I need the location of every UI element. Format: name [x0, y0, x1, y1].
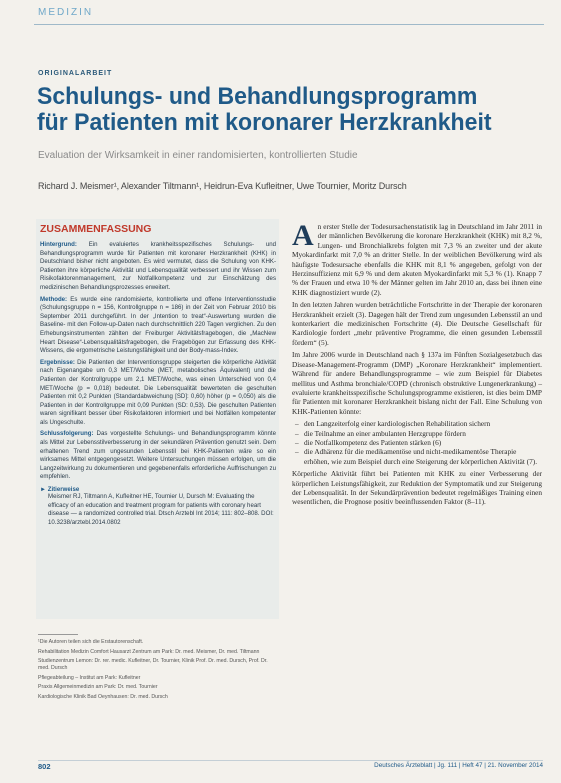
method-text: Es wurde eine randomisierte, kontrollierte und offene Interventionsstudie (Schulungsgruppe n = 156, Kontrollgruppe n = 186) in der Zeit von Februar 2010 bis September 2011 durchgeführt. In der „Intention to treat“-Auswertung wurden die Baseline- mit den Follow-up-Daten nach durchschnittlich 220 Tagen verglichen. Zu den Erhebungsinstrumenten zählten der Freiburger Aktivitätsfragebogen, die „MacNew Heart Disease“-Lebensqualitätsfragebogen, die Fragebögen zur Erfassung des KHK-Wissens, die ergometrische Leistungsfähigkeit und der Body-mass-Index.	[40, 295, 276, 355]
drop-cap: A	[292, 219, 314, 252]
article-type: ORIGINALARBEIT	[38, 70, 113, 77]
article-subtitle: Evaluation der Wirksamkeit in einer randomisierten, kontrollierten Studie	[38, 150, 358, 161]
footnote-rule	[38, 634, 78, 635]
summary-body	[40, 241, 276, 527]
footnotes	[38, 634, 278, 703]
benefit-list	[292, 419, 542, 466]
footnote: Praxis Allgemeinmedizin am Park: Dr. med. Tournier	[38, 684, 158, 690]
list-item: – die Notfallkompetenz des Patienten stärken (6)	[304, 438, 542, 447]
list-item: – die Teilnahme an einer ambulanten Herzgruppe fördern	[304, 429, 542, 438]
results-text: Die Patienten der Interventionsgruppe steigerten die körperliche Aktivität nach Eigenangabe um 0,3 MET/Woche (MET, metabolisches Äquivalent) und die Patienten der Kontrollgruppe um 2,1 MET/Woche, was einen Unterschied von 0,4 MET/Woche (p = 0,018) bedeutet. Die Lebensqualität bewerteten die geschulten Patienten mit 0,2 Punkten (Standardabweichung [SD]: 0,60) höher (p = 0,050) als die Patienten in der Kontrollgruppe mit 0,09 Punkten (SD: 0,53). Die geschulten Patienten waren signifikant besser über Risikofaktoren informiert und bei Notfällen kompetenter als Ungeschulte.	[40, 358, 276, 426]
body-paragraph-text: n erster Stelle der Todesursachenstatistik lag in Deutschland im Jahr 2011 in der männlichen Bevölkerung die koronare Herzkrankheit (KHK) mit 8,2 %, Lungen- und Bronchialkrebs folgten mit 7,3 % an zweiter und der akute Myokardinfarkt mit 7,0 % an dritter Stelle. In der weiblichen Bevölkerung wird als häufigste Todesursache ebenfalls die KHK mit 8,1 % angegeben, gefolgt von der Herzinsuffizienz mit 6,9 % und dem akuten Myokardinfarkt mit 5,3 % (1). Knapp 7 % der Frauen und etwa 10 % der Männer gelten im Jahr 2010 an, dass bei ihnen eine KHK diagnostiziert wurde (2).	[292, 222, 542, 297]
body-paragraph: Körperliche Aktivität führt bei Patienten mit KHK zu einer Verbesserung der körperlichen Leistungsfähigkeit, zur Reduktion der Symptomatik und zur Steigerung der Lebensqualität. In der Sekundärprävention bedeutet regelmäßiges Training einen wesentlichen, die Prognose positiv beeinflussenden Faktor (8–11).	[292, 469, 542, 507]
page-footer	[38, 760, 543, 774]
conclusion-label: Schlussfolgerung:	[40, 430, 94, 438]
list-item: – den Langzeiterfolg einer kardiologischen Rehabilitation sichern	[304, 419, 542, 428]
citation-label: ► Zitierweise	[40, 486, 80, 494]
footnote: Studienzentrum Lemon: Dr. rer. medic. Kufleitner, Dr. Tournier, Klinik Prof. Dr. med. Dursch, Prof. Dr. med. Dursch	[38, 658, 268, 671]
body-paragraph: Im Jahre 2006 wurde in Deutschland nach § 137a im Fünften Sozialgesetzbuch das Disease-Management-Programm (DMP) „Koronare Herzkrankheit“ implementiert. Während für andere Behandlungsprogramme – wie zum Beispiel für Diabetes mellitus und Asthma bronchiale/COPD (chronisch obstruktive Lungenerkrankung) – evaluierte krankheitsspezifische Schulungsprogramme existieren, ist dies beim DMP für Patienten mit koronarer Herzkrankheit bislang nicht der Fall. Eine Schulung von KHK-Patienten könnte:	[292, 350, 542, 416]
method-label: Methode:	[40, 295, 68, 303]
section-rule	[34, 24, 544, 25]
footnote: Kardiologische Klinik Bad Oeynhausen: Dr. med. Dursch	[38, 693, 168, 700]
background-label: Hintergrund:	[40, 241, 77, 248]
summary-conclusion	[40, 430, 276, 482]
title-line-2: für Patienten mit koronarer Herzkrankheit	[37, 109, 492, 136]
author-list: Richard J. Meismer¹, Alexander Tiltmann¹, Heidrun-Eva Kufleitner, Uwe Tournier, Moritz Dursch	[38, 181, 407, 191]
summary-background	[40, 241, 276, 293]
footnote: Pflegeabteilung – Institut am Park: Kufleitner	[38, 674, 141, 681]
results-label: Ergebnisse:	[40, 358, 75, 366]
list-item: – die Adhärenz für die medikamentöse und nicht-medikamentöse Therapie erhöhen, wie zum Beispiel durch eine Steigerung der körperlichen Aktivität (7).	[304, 447, 542, 466]
section-label: MEDIZIN	[38, 7, 94, 18]
background-text: Ein evaluiertes krankheitsspezifisches Schulungs- und Behandlungsprogramm wurde für Patienten mit koronarer Herzkrankheit (KHK) in Deutschland bisher nicht angeboten. Es wird vermutet, dass die Schulung von KHK-Patienten ihre körperliche Aktivität und Lebensqualität verbessert und ihr Wissen zum Risikofaktorenmanagement, zur Notfallkompetenz und zur Einschätzung des medizinischen Behandlungsprozesses erweitert.	[40, 241, 276, 291]
section-header	[0, 0, 561, 26]
body-paragraph: In den letzten Jahren wurden beträchtliche Fortschritte in der Therapie der koronaren Herzkrankheit erzielt (3). Dagegen hält der Trend zum ungesunden Lebensstil an und konterkariert die medizinischen Fortschritte (4). Die Deutsche Gesellschaft für Kardiologie fordert „mehr präventive Programme, die einen gesunden Lebensstil fördern“ (5).	[292, 300, 542, 347]
summary-method	[40, 296, 276, 356]
page-number: 802	[38, 762, 51, 771]
conclusion-text: Das vorgestellte Schulungs- und Behandlungsprogramm könnte als Mittel zur Lebensstilverbesserung in der sekundären Prävention genutzt sein. Dem erhaltenen Trend zum ungesunden Lebensstil bei KHK-Patienten wäre so ein wirksames Mittel entgegengesetzt. Weitere Untersuchungen müssen erfolgen, um die Langzeitwirkung zu dokumentieren und gegebenenfalls erforderliche Auffrischungen zu empfehlen.	[40, 430, 276, 481]
body-column	[292, 219, 542, 510]
title-line-1: Schulungs- und Behandlungsprogramm	[37, 83, 478, 110]
citation-text: Meismer RJ, Tiltmann A, Kufleitner HE, Tournier U, Dursch M: Evaluating the efficacy of an education and treatment program for patients with coronary heart disease — a randomized controlled trial. Dtsch Arztebl Int 2014; 111: 802–808. DOI: 10.3238/arztebl.2014.0802	[48, 493, 274, 526]
summary-results	[40, 359, 276, 428]
footnote: ¹Die Autoren teilen sich die Erstautorenschaft.	[38, 639, 144, 645]
journal-citation: Deutsches Ärzteblatt | Jg. 111 | Heft 47 | 21. November 2014	[374, 762, 543, 769]
footnote: Rehabilitation Medizin Comfort Hausarzt Zentrum am Park: Dr. med. Meismer, Dr. med. Tiltmann	[38, 648, 260, 655]
footer-rule	[38, 760, 543, 761]
body-paragraph	[292, 219, 542, 297]
summary-heading: ZUSAMMENFASSUNG	[40, 223, 152, 235]
article-title	[37, 84, 517, 136]
summary-box	[36, 219, 279, 619]
